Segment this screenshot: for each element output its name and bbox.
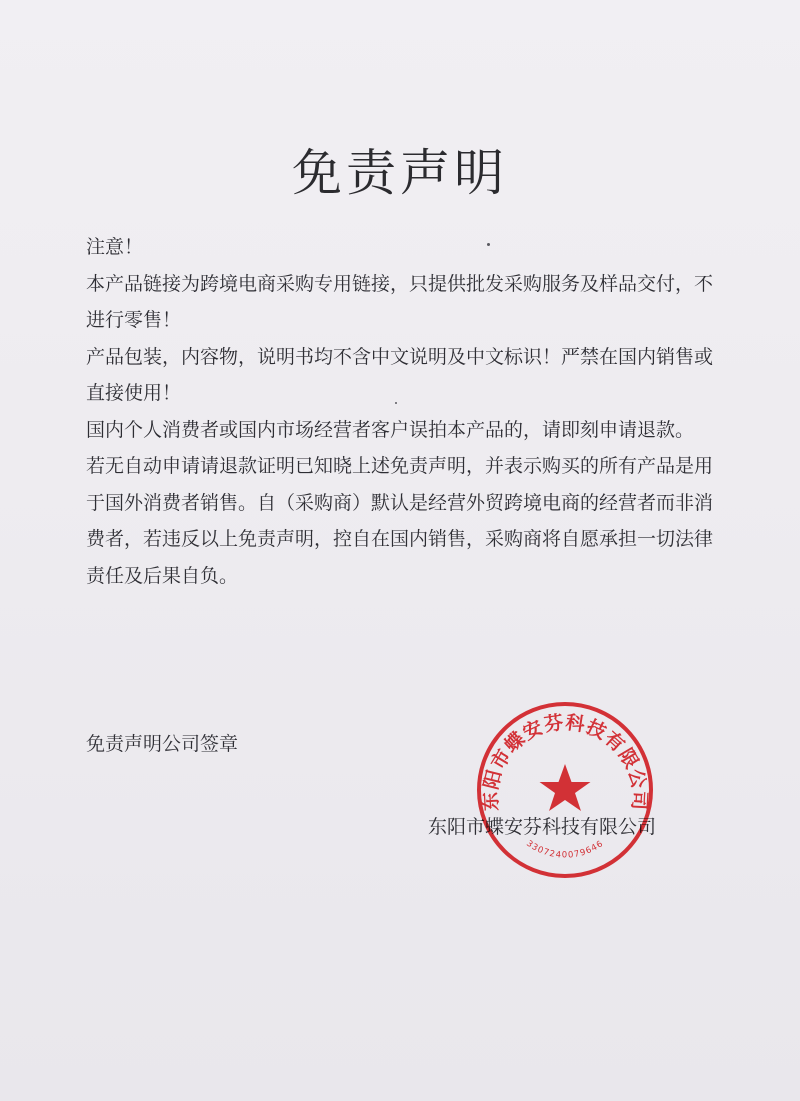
seal-name-text: 东阳市蝶安芬科技有限公司: [479, 711, 651, 812]
paragraph-refund: 国内个人消费者或国内市场经营者客户误拍本产品的，请即刻申请退款。: [86, 418, 695, 441]
document-body: [86, 229, 726, 594]
paragraph-notice: 注意！: [86, 236, 144, 258]
paragraph-liability: 若无自动申请请退款证明已知晓上述免责声明，并表示购买的所有产品是用于国外消费者销售。自（采购商）默认是经营外贸跨境电商的经营者而非消费者，若违反以上免责声明，控自在国内销售，采购商将自愿承担一切法律责任及后果自负。: [86, 455, 714, 587]
seal-number-text: 3307240079646: [524, 838, 606, 861]
paper-speck: [395, 402, 397, 404]
company-seal: [475, 700, 655, 880]
signature-label: 免责声明公司签章: [86, 733, 239, 755]
document-title: 免责声明: [292, 144, 508, 202]
paper-speck: [487, 243, 490, 246]
seal-star-icon: [540, 764, 591, 811]
paragraph-packaging: 产品包装，内容物，说明书均不含中文说明及中文标识！严禁在国内销售或直接使用！: [86, 345, 714, 404]
company-name: 东阳市蝶安芬科技有限公司: [428, 816, 657, 838]
paragraph-link-purpose: 本产品链接为跨境电商采购专用链接，只提供批发采购服务及样品交付，不进行零售！: [86, 272, 714, 331]
